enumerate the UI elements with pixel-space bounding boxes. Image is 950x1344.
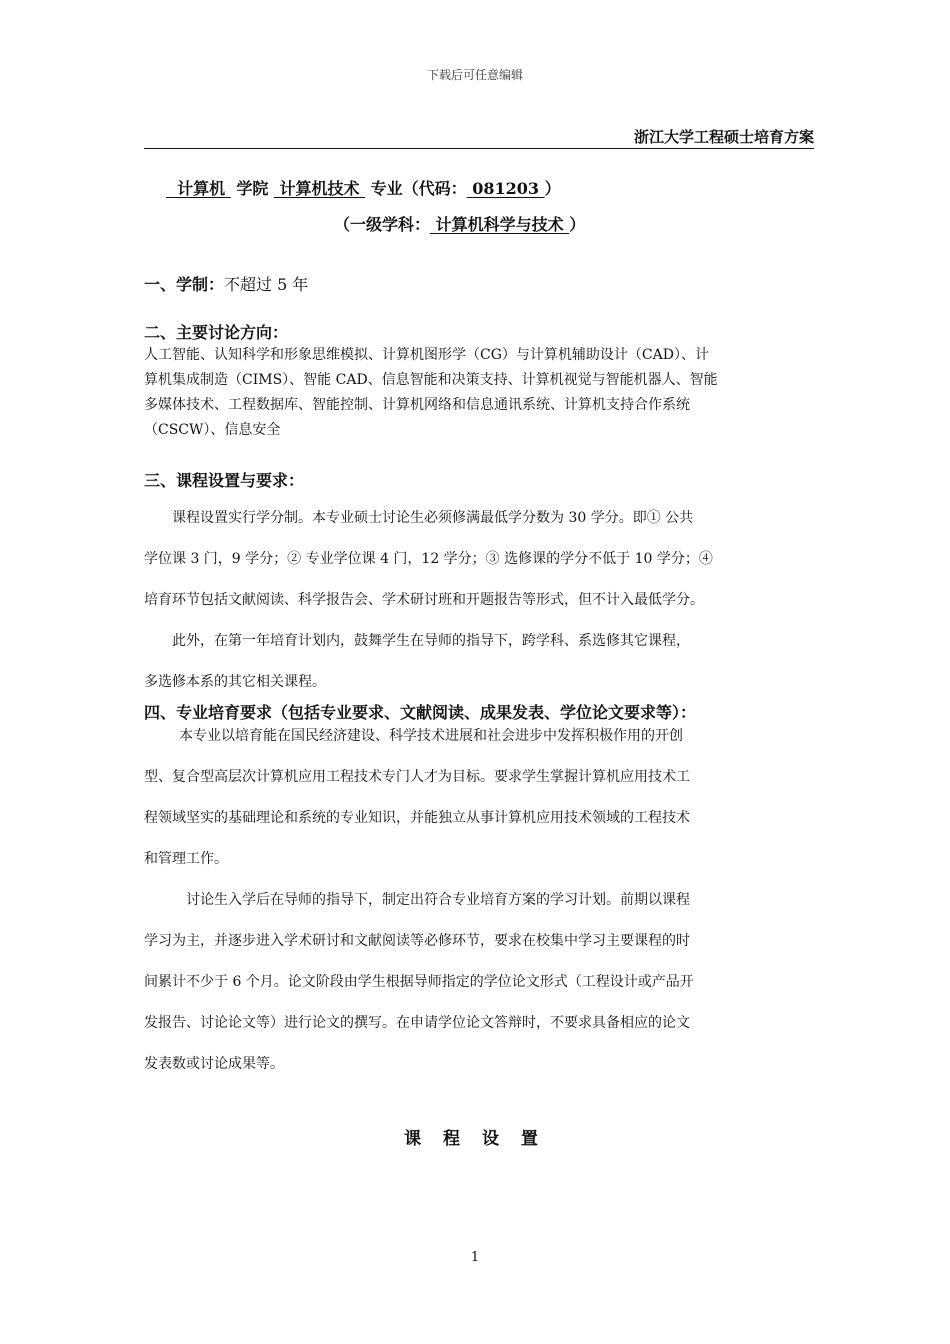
code-close: ）: [544, 179, 561, 198]
major-code: 081203: [472, 179, 540, 198]
text-line: 讨论生入学后在导师的指导下，制定出符合专业培育方案的学习计划。前期以课程: [186, 892, 690, 908]
text-line: 发表数或讨论成果等。: [144, 1056, 284, 1072]
discipline-line: [334, 212, 585, 235]
text-line: 多选修本系的其它相关课程。: [144, 674, 326, 690]
text-line: 间累计不少于 6 个月。论文阶段由学生根据导师指定的学位论文形式（工程设计或产品开: [144, 974, 694, 990]
text-line: （CSCW）、信息安全: [144, 422, 281, 438]
header-title: 浙江大学工程硕士培育方案: [633, 128, 814, 146]
text-line: 和管理工作。: [144, 851, 228, 867]
text-line: 此外，在第一年培育计划内，鼓舞学生在导师的指导下，跨学科、系选修其它课程，: [172, 633, 690, 649]
course-heading: 课 程 设 置: [404, 1129, 546, 1149]
section-duration: [144, 272, 308, 295]
text-line: 培育环节包括文献阅读、科学报告会、学术研讨班和开题报告等形式，但不计入最低学分。: [144, 592, 704, 608]
duration-value: 不超过 5 年: [224, 275, 309, 294]
school-suffix: 学院: [236, 179, 269, 198]
text-line: 算机集成制造（CIMS）、智能 CAD、信息智能和决策支持、计算机视觉与智能机器人、智能: [144, 372, 718, 388]
text-line: 发报告、讨论论文等）进行论文的撰写。在申请学位论文答辩时，不要求具备相应的论文: [144, 1015, 690, 1031]
section-heading: 一、学制：: [144, 275, 225, 294]
section-heading: 二、主要讨论方向：: [144, 323, 289, 342]
text-line: 学习为主，并逐步进入学术研讨和文献阅读等必修环节，要求在校集中学习主要课程的时: [144, 933, 690, 949]
text-line: 程领域坚实的基础理论和系统的专业知识，并能独立从事计算机应用技术领域的工程技术: [144, 810, 690, 826]
section-heading: 四、专业培育要求（包括专业要求、文献阅读、成果发表、学位论文要求等）：: [144, 703, 697, 722]
course-requirements-paragraph: [144, 498, 810, 703]
text-line: 型、复合型高层次计算机应用工程技术专门人才为目标。要求学生掌握计算机应用技术工: [144, 769, 690, 785]
text-line: 课程设置实行学分制。本专业硕士讨论生必须修满最低学分数为 30 学分。即① 公共: [172, 510, 694, 526]
major-name: 计算机技术: [279, 179, 360, 198]
document-title: [166, 176, 561, 199]
discipline-prefix: （一级学科：: [334, 215, 431, 234]
major-suffix: 专业（代码：: [370, 179, 467, 198]
text-line: 人工智能、认知科学和形象思维模拟、计算机图形学（CG）与计算机辅助设计（CAD）、计: [144, 347, 709, 363]
text-line: 学位课 3 门，9 学分；② 专业学位课 4 门，12 学分；③ 选修课的学分不低于 10 学分；④: [144, 551, 713, 567]
text-line: 多媒体技术、工程数据库、智能控制、计算机网络和信息通讯系统、计算机支持合作系统: [144, 397, 690, 413]
top-note: 下载后可任意编辑: [426, 68, 523, 82]
text-line: 本专业以培育能在国民经济建设、科学技术进展和社会进步中发挥积极作用的开创: [179, 728, 683, 744]
page-number: 1: [470, 1250, 480, 1265]
discipline-close: ）: [569, 215, 586, 234]
school-name: 计算机: [177, 179, 226, 198]
header-rule: [144, 148, 814, 149]
research-directions: [144, 343, 810, 443]
training-requirements-paragraph: [144, 716, 810, 1085]
discipline-name: 计算机科学与技术: [435, 215, 564, 234]
section-heading: 三、课程设置与要求：: [144, 471, 305, 490]
